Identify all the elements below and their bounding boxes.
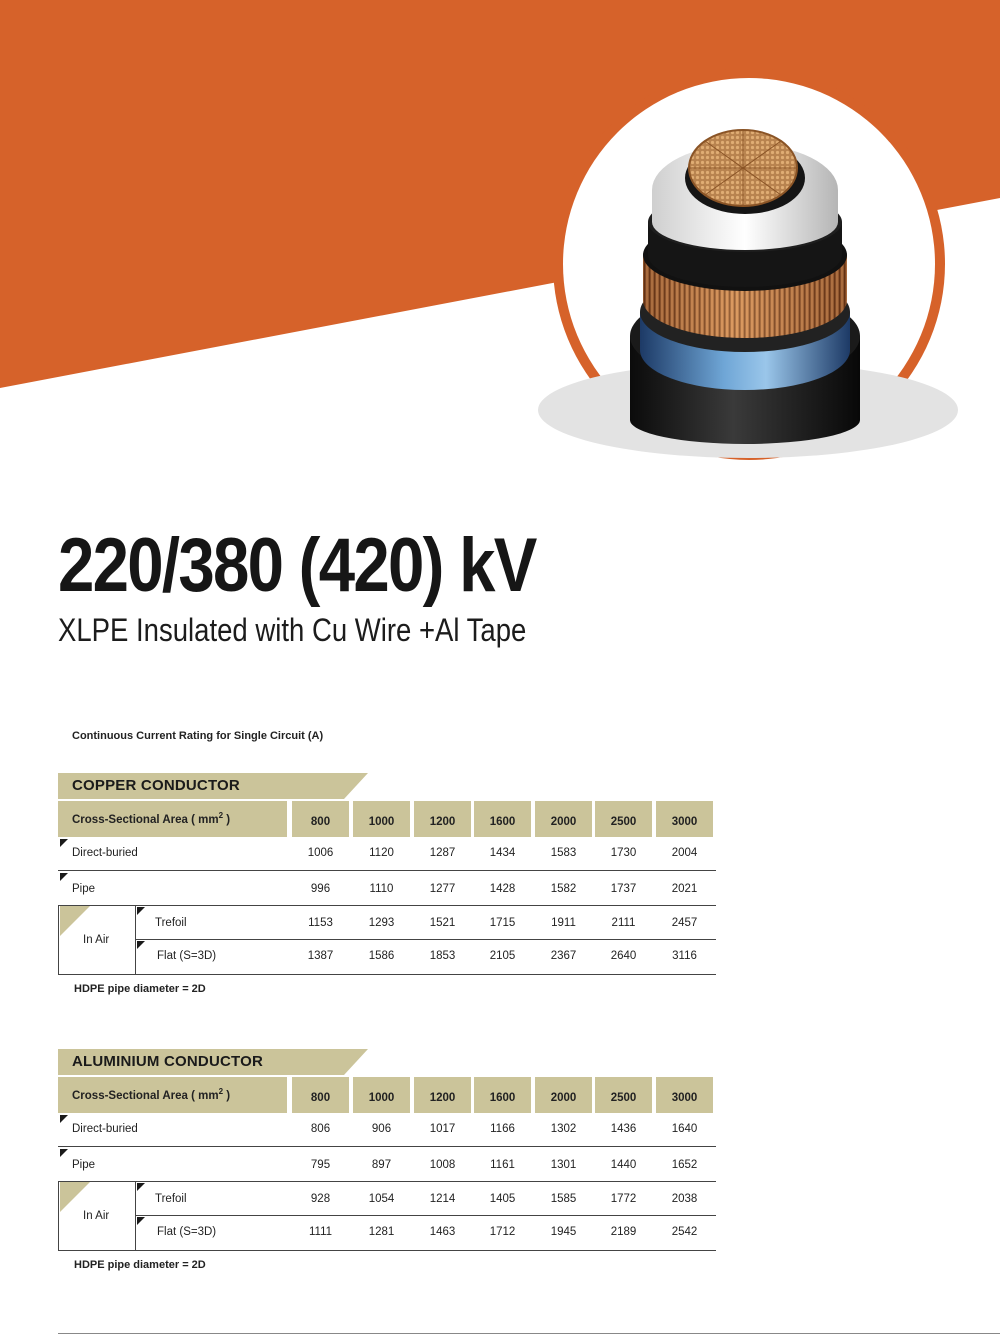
row-marker [60,873,68,881]
footer-rule [58,1333,1000,1334]
section-title: COPPER CONDUCTOR [72,777,240,794]
value-cell: 806 [310,1123,331,1135]
page-subtitle: XLPE Insulated with Cu Wire +Al Tape [58,612,527,648]
value-cell: 1277 [429,883,456,895]
rating-caption: Continuous Current Rating for Single Circuit (A) [72,730,324,742]
row-label-trefoil: Trefoil [155,1193,187,1205]
row-label-trefoil: Trefoil [155,917,187,929]
cross-sectional-area-label: Cross-Sectional Area ( $mm^2$ ) [72,1087,231,1102]
value-cell: 2189 [610,1226,637,1238]
size-header: 3000 [656,1077,713,1113]
row-marker [137,941,145,949]
size-header: 3000 [656,801,713,837]
value-cell: 1214 [429,1193,456,1205]
value-cell: 2004 [671,847,698,859]
size-header: 1200 [414,1077,471,1113]
value-cell: 1120 [369,847,394,859]
value-cell: 1945 [550,1226,577,1238]
section-banner [58,1049,716,1075]
size-header: 1600 [474,801,531,837]
page-title: 220/380 (420) kV [58,523,536,608]
row-marker [60,1115,68,1123]
header-label-cell [58,1077,287,1113]
value-cell: 1301 [550,1159,577,1171]
value-cell: 1911 [551,917,576,929]
row-label-pipe: Pipe [72,883,96,895]
header-banner [0,0,1000,480]
value-cell: 795 [310,1159,331,1171]
value-cell: 1853 [429,950,456,962]
row-divider [58,1250,716,1251]
row-label-direct-buried: Direct-buried [72,1123,138,1135]
value-cell: 2021 [671,883,698,895]
row-marker [137,1183,145,1191]
size-header: 800 [292,1077,349,1113]
row-label-in-air: In Air [83,1210,110,1222]
value-cell: 2640 [610,950,637,962]
value-cell: 1293 [368,917,395,929]
value-cell: 1387 [307,950,334,962]
size-header: 1000 [353,801,410,837]
row-label-direct-buried: Direct-buried [72,847,138,859]
value-cell: 1054 [368,1193,395,1205]
row-label-flat: Flat (S=3D) [157,950,217,962]
value-cell: 1287 [429,847,456,859]
value-cell: 1161 [490,1159,515,1171]
header-label-cell [58,801,287,837]
value-cell: 2105 [489,950,516,962]
row-divider [58,974,716,975]
value-cell: 1640 [671,1123,698,1135]
value-cell: 1583 [550,847,577,859]
value-cell: 928 [310,1193,331,1205]
size-header: 2500 [595,1077,652,1113]
value-cell: 1521 [429,917,456,929]
section-banner [58,773,716,799]
size-header: 2500 [595,801,652,837]
size-header: 2000 [535,1077,592,1113]
row-label-flat: Flat (S=3D) [157,1226,217,1238]
value-cell: 906 [371,1123,392,1135]
value-cell: 1017 [429,1123,456,1135]
size-header: 2000 [535,801,592,837]
value-cell: 1110 [369,883,394,895]
value-cell: 2457 [671,917,698,929]
value-cell: 996 [310,883,331,895]
value-cell: 1166 [490,1123,515,1135]
value-cell: 1153 [308,917,333,929]
table-note: HDPE pipe diameter = 2D [74,1259,206,1271]
value-cell: 2038 [671,1193,698,1205]
value-cell: 2542 [671,1226,698,1238]
row-divider [58,870,716,871]
in-air-group [58,906,136,974]
value-cell: 1585 [550,1193,577,1205]
value-cell: 1302 [550,1123,577,1135]
value-cell: 1582 [550,883,577,895]
row-marker [137,907,145,915]
table-note: HDPE pipe diameter = 2D [74,983,206,995]
cross-sectional-area-label: Cross-Sectional Area ( $mm^2$ ) [72,811,231,826]
value-cell: 1436 [610,1123,637,1135]
row-divider [58,1181,716,1182]
value-cell: 897 [371,1159,392,1171]
value-cell: 1463 [429,1226,456,1238]
aluminium-conductor-table [58,1049,716,1271]
value-cell: 1428 [489,883,516,895]
size-header: 1600 [474,1077,531,1113]
value-cell: 1737 [610,883,637,895]
row-divider [58,1146,716,1147]
section-title: ALUMINIUM CONDUCTOR [72,1053,264,1070]
size-header: 1000 [353,1077,410,1113]
value-cell: 1730 [610,847,637,859]
value-cell: 2367 [550,950,577,962]
in-air-group [58,1182,136,1250]
value-cell: 1281 [368,1226,395,1238]
value-cell: 1586 [368,950,395,962]
size-header: 800 [292,801,349,837]
row-marker [137,1217,145,1225]
size-header: 1200 [414,801,471,837]
value-cell: 1715 [489,917,516,929]
value-cell: 3116 [672,950,697,962]
copper-conductor-table [58,773,716,995]
value-cell: 1405 [489,1193,516,1205]
row-label-pipe: Pipe [72,1159,96,1171]
row-divider [58,905,716,906]
value-cell: 1008 [429,1159,456,1171]
value-cell: 1440 [610,1159,637,1171]
row-marker [60,839,68,847]
row-marker [60,1149,68,1157]
value-cell: 1772 [610,1193,637,1205]
cable-illustration [630,130,860,444]
value-cell: 1111 [308,1226,333,1238]
value-cell: 1712 [489,1226,516,1238]
value-cell: 1434 [489,847,516,859]
row-divider [135,1215,716,1216]
value-cell: 2111 [611,917,636,929]
row-divider [135,939,716,940]
row-label-in-air: In Air [83,934,110,946]
value-cell: 1006 [307,847,334,859]
value-cell: 1652 [671,1159,698,1171]
